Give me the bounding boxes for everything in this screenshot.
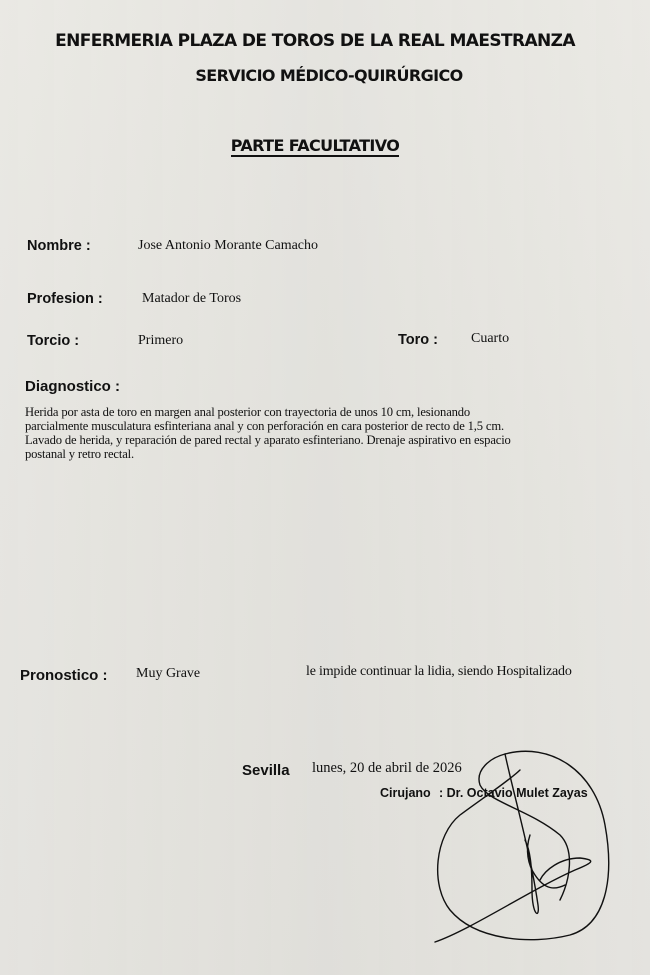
toro-label: Toro : — [398, 332, 438, 348]
pronostico-note: le impide continuar la lidia, siendo Hospitalizado — [306, 664, 572, 679]
service-subtitle: SERVICIO MÉDICO-QUIRÚRGICO — [195, 66, 463, 85]
surgeon-label: Cirujano — [380, 786, 431, 800]
diagnostico-text — [25, 405, 635, 461]
diagnostico-line: postanal y retro rectal. — [25, 447, 134, 461]
nombre-label: Nombre : — [27, 238, 91, 254]
profesion-label: Profesion : — [27, 291, 103, 307]
tercio-value: Primero — [138, 333, 184, 348]
institution-title: ENFERMERIA PLAZA DE TOROS DE LA REAL MAESTRANZA — [55, 31, 575, 51]
pronostico-label: Pronostico : — [20, 667, 108, 684]
diagnostico-line: Lavado de herida, y reparación de pared rectal y aparato esfinteriano. Drenaje aspirativo en espacio — [25, 433, 511, 447]
handwritten-signature-icon — [420, 740, 650, 975]
pronostico-value: Muy Grave — [136, 666, 201, 681]
surgeon-name: : Dr. Octavio Mulet Zayas — [439, 786, 588, 800]
toro-value: Cuarto — [471, 331, 510, 346]
tercio-label: Torcio : — [27, 333, 80, 349]
diagnostico-line: Herida por asta de toro en margen anal posterior con trayectoria de unos 10 cm, lesionando — [25, 405, 471, 419]
document-title-text: PARTE FACULTATIVO — [230, 136, 400, 155]
nombre-value: Jose Antonio Morante Camacho — [138, 238, 319, 253]
diagnostico-line: parcialmente musculatura esfinteriana anal y con perforación en cara posterior de recto de 1,5 cm. — [25, 419, 505, 433]
date-value: lunes, 20 de abril de 2026 — [312, 760, 462, 776]
profesion-value: Matador de Toros — [142, 291, 242, 306]
diagnostico-label: Diagnostico : — [25, 378, 121, 395]
document-title — [0, 136, 630, 155]
city-label: Sevilla — [242, 762, 290, 779]
